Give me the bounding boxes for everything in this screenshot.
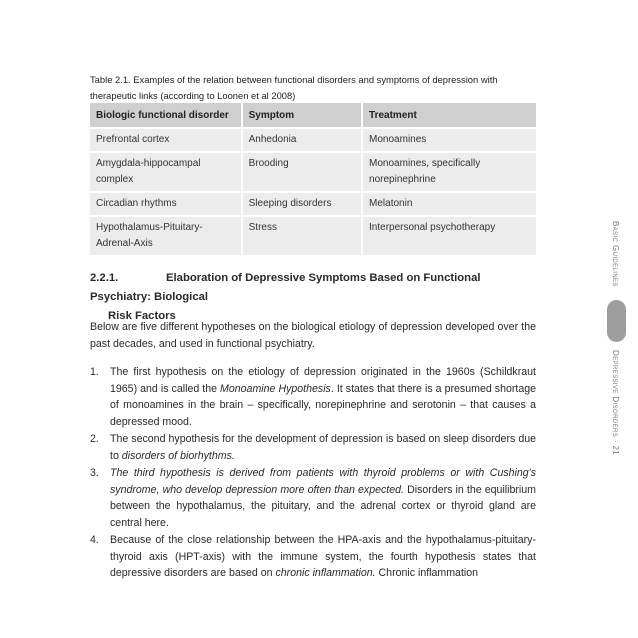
hypothesis-list: [90, 364, 536, 582]
table-row: [90, 152, 536, 192]
list-number: 1.: [90, 366, 99, 378]
list-text: The second hypothesis for the development of depression is based on sleep disorders due to: [110, 433, 536, 462]
list-text: . It states that there is a presumed shortage of monoamines in the brain – specifically, norepinephrine and serotonin – that causes a depressed mood.: [110, 382, 536, 428]
table-cell: Interpersonal psychotherapy: [362, 216, 536, 255]
table-cell: Prefrontal cortex: [90, 128, 242, 152]
column-header: Biologic functional disorder: [90, 103, 242, 128]
table-header-row: [90, 103, 536, 128]
table-cell: Anhedonia: [242, 128, 362, 152]
section-title-line2: Risk Factors: [108, 310, 176, 322]
column-header: Symptom: [242, 103, 362, 128]
list-emphasis: The third hypothesis is derived from patients with thyroid problems or with Cushing's syndrome, who develop depression more often than expected.: [110, 467, 536, 496]
list-item: [90, 431, 536, 464]
list-text: Chronic inflammation: [375, 567, 479, 579]
table-cell: Sleeping disorders: [242, 192, 362, 216]
column-header: Treatment: [362, 103, 536, 128]
list-emphasis: chronic inflammation.: [275, 567, 376, 579]
list-text: The first hypothesis on the etiology of depression originated in the 1960s (Schildkraut 1965) and is called the: [110, 366, 536, 395]
list-number: 3.: [90, 467, 99, 479]
list-number: 4.: [90, 534, 99, 546]
section-number: 2.2.1.: [90, 272, 119, 284]
data-table: [90, 103, 536, 255]
table-cell: Monoamines, specifically norepinephrine: [362, 152, 536, 192]
table-cell: Stress: [242, 216, 362, 255]
table-cell: Hypothalamus-Pituitary-Adrenal-Axis: [90, 216, 242, 255]
section-heading: [90, 269, 536, 326]
list-item: [90, 532, 536, 582]
table-cell: Melatonin: [362, 192, 536, 216]
table-row: [90, 128, 536, 152]
list-number: 2.: [90, 433, 99, 445]
list-item: [90, 364, 536, 430]
list-emphasis: disorders of biorhythms.: [121, 449, 235, 462]
table-cell: Amygdala-hippocampal complex: [90, 152, 242, 192]
table-caption: Table 2.1. Examples of the relation between functional disorders and symptoms of depression with therapeutic links (according to Loonen et al 2008): [90, 74, 498, 101]
thumb-tab-marker: [607, 300, 626, 342]
running-section-label: Basic Guidelines: [611, 221, 620, 287]
table-cell: Brooding: [242, 152, 362, 192]
list-text: Disorders in the equilibrium between the hypothalamus, the pituitary, and the adrenal cortex or thyroid gland are central here.: [110, 483, 536, 529]
running-chapter-label: Depressive Disorders · 21: [611, 350, 620, 456]
table-cell: Circadian rhythms: [90, 192, 242, 216]
intro-paragraph: Below are five different hypotheses on the biological etiology of depression developed over the past decades, and used in functional psychiatry.: [90, 321, 536, 350]
list-emphasis: Monoamine Hypothesis: [220, 382, 331, 395]
table-row: [90, 192, 536, 216]
list-item: [90, 465, 536, 531]
table-row: [90, 216, 536, 255]
table-cell: Monoamines: [362, 128, 536, 152]
list-text: Because of the close relationship between the HPA-axis and the hypothalamus-pituitary-thyroid axis (HPT-axis) with the immune system, the fourth hypothesis states that depressive disorders are based on: [110, 534, 536, 579]
section-title-line1: Elaboration of Depressive Symptoms Based on Functional Psychiatry: Biological: [90, 272, 481, 303]
